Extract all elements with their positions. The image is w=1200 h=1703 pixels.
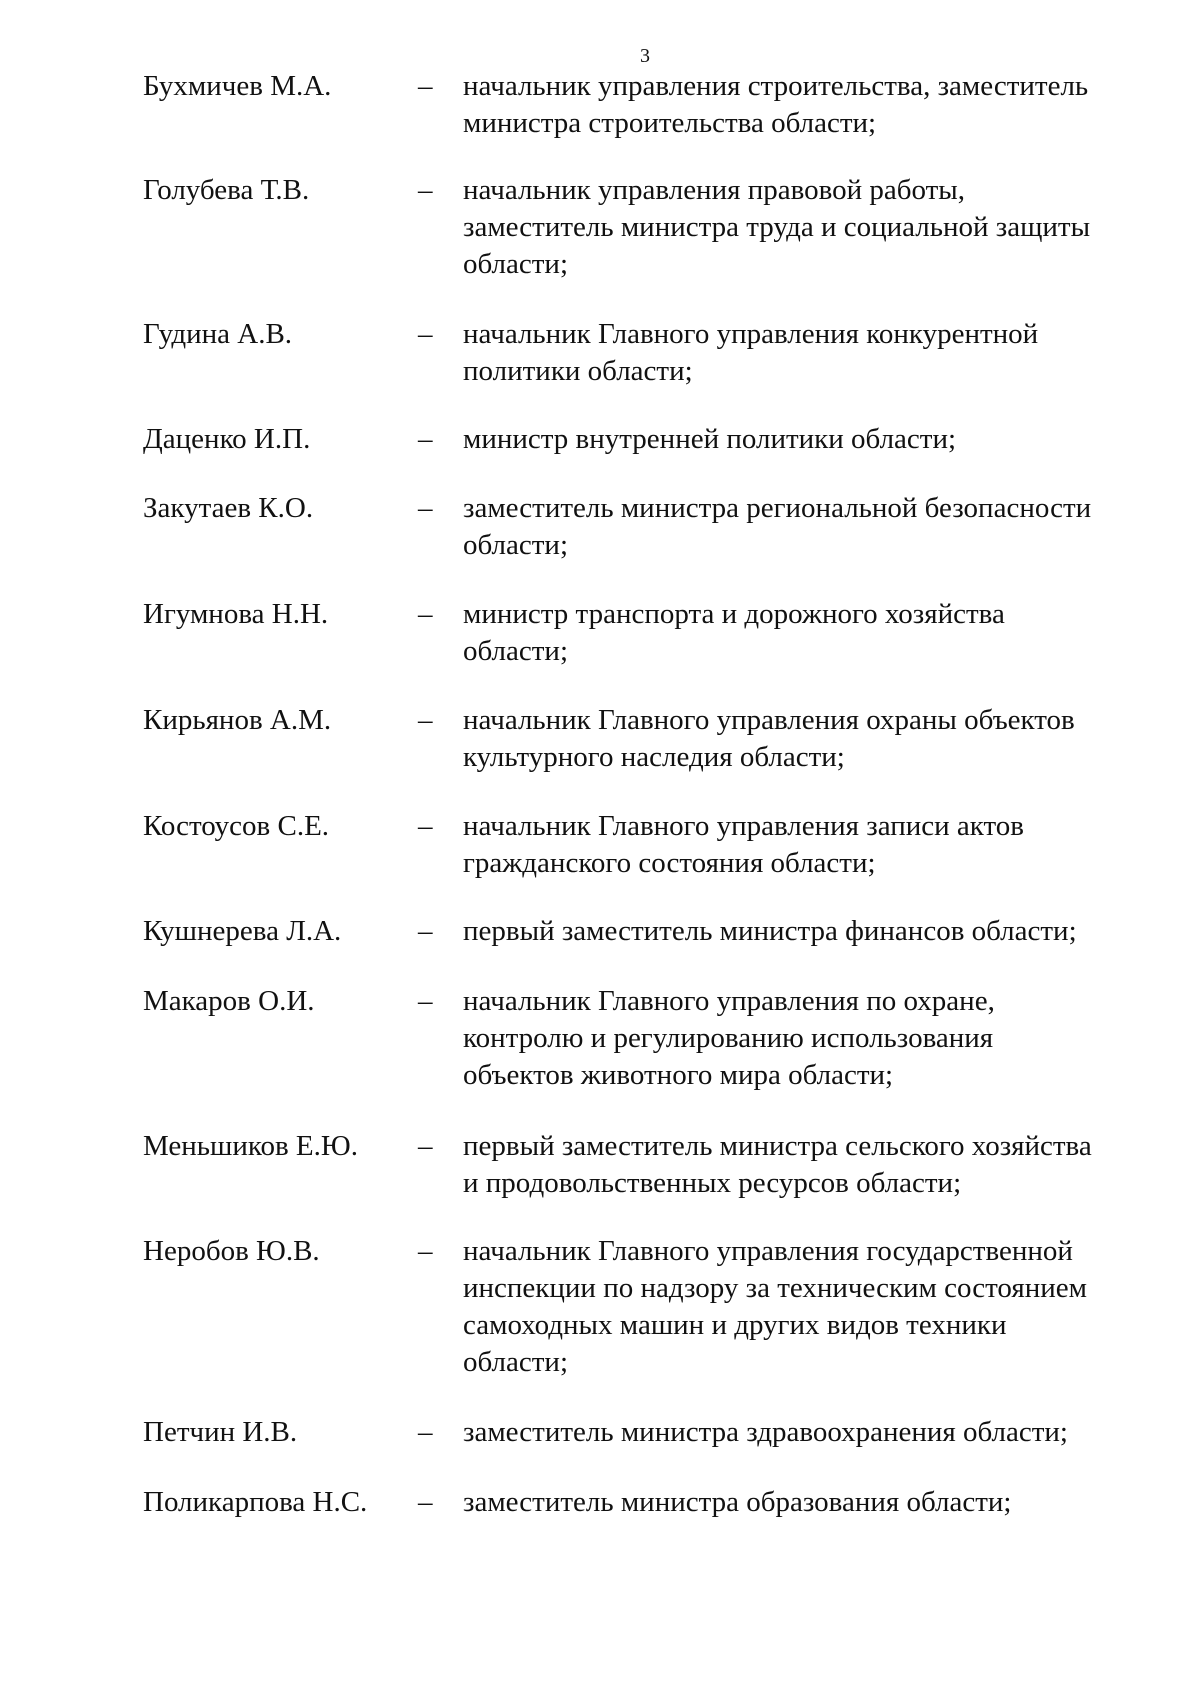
person-name: Костоусов С.Е. bbox=[143, 810, 330, 842]
person-name: Кушнерева Л.А. bbox=[143, 915, 342, 947]
person-name: Меньшиков Е.Ю. bbox=[143, 1130, 358, 1162]
person-name: Игумнова Н.Н. bbox=[143, 598, 329, 630]
person-role: начальник Главного управления охраны объектов культурного наследия области; bbox=[463, 704, 1075, 773]
dash-separator: – bbox=[418, 810, 433, 842]
person-name: Неробов Ю.В. bbox=[143, 1235, 320, 1267]
person-name: Петчин И.В. bbox=[143, 1416, 298, 1448]
dash-separator: – bbox=[418, 704, 433, 736]
person-name: Макаров О.И. bbox=[143, 985, 315, 1017]
dash-separator: – bbox=[418, 174, 433, 206]
person-role: начальник Главного управления записи актов гражданского состояния области; bbox=[463, 810, 1024, 879]
dash-separator: – bbox=[418, 1130, 433, 1162]
dash-separator: – bbox=[418, 1235, 433, 1267]
person-role: заместитель министра региональной безопасности области; bbox=[463, 492, 1092, 561]
dash-separator: – bbox=[418, 915, 433, 947]
person-role: начальник управления строительства, заместитель министра строительства области; bbox=[463, 70, 1089, 139]
person-name: Бухмичев М.А. bbox=[143, 70, 332, 102]
person-role: первый заместитель министра финансов области; bbox=[463, 915, 1077, 947]
dash-separator: – bbox=[418, 598, 433, 630]
person-role: начальник Главного управления по охране, контролю и регулированию использования объектов животного мира области; bbox=[463, 985, 995, 1091]
person-role: начальник управления правовой работы, заместитель министра труда и социальной защиты области; bbox=[463, 174, 1091, 280]
person-role: заместитель министра здравоохранения области; bbox=[463, 1416, 1068, 1448]
dash-separator: – bbox=[418, 1486, 433, 1518]
person-role: первый заместитель министра сельского хозяйства и продовольственных ресурсов области; bbox=[463, 1130, 1092, 1199]
person-name: Поликарпова Н.С. bbox=[143, 1486, 368, 1518]
person-name: Гудина А.В. bbox=[143, 318, 293, 350]
dash-separator: – bbox=[418, 492, 433, 524]
person-role: заместитель министра образования области; bbox=[463, 1486, 1012, 1518]
person-role: начальник Главного управления конкурентной политики области; bbox=[463, 318, 1039, 387]
person-role: министр внутренней политики области; bbox=[463, 423, 957, 455]
person-name: Кирьянов А.М. bbox=[143, 704, 332, 736]
person-name: Голубева Т.В. bbox=[143, 174, 310, 206]
person-name: Даценко И.П. bbox=[143, 423, 311, 455]
dash-separator: – bbox=[418, 70, 433, 102]
dash-separator: – bbox=[418, 318, 433, 350]
page-number: 3 bbox=[640, 45, 650, 67]
dash-separator: – bbox=[418, 423, 433, 455]
dash-separator: – bbox=[418, 1416, 433, 1448]
person-name: Закутаев К.О. bbox=[143, 492, 314, 524]
dash-separator: – bbox=[418, 985, 433, 1017]
person-role: начальник Главного управления государственной инспекции по надзору за техническим состоянием самоходных машин и других видов техники области; bbox=[463, 1235, 1087, 1378]
person-role: министр транспорта и дорожного хозяйства области; bbox=[463, 598, 1005, 667]
